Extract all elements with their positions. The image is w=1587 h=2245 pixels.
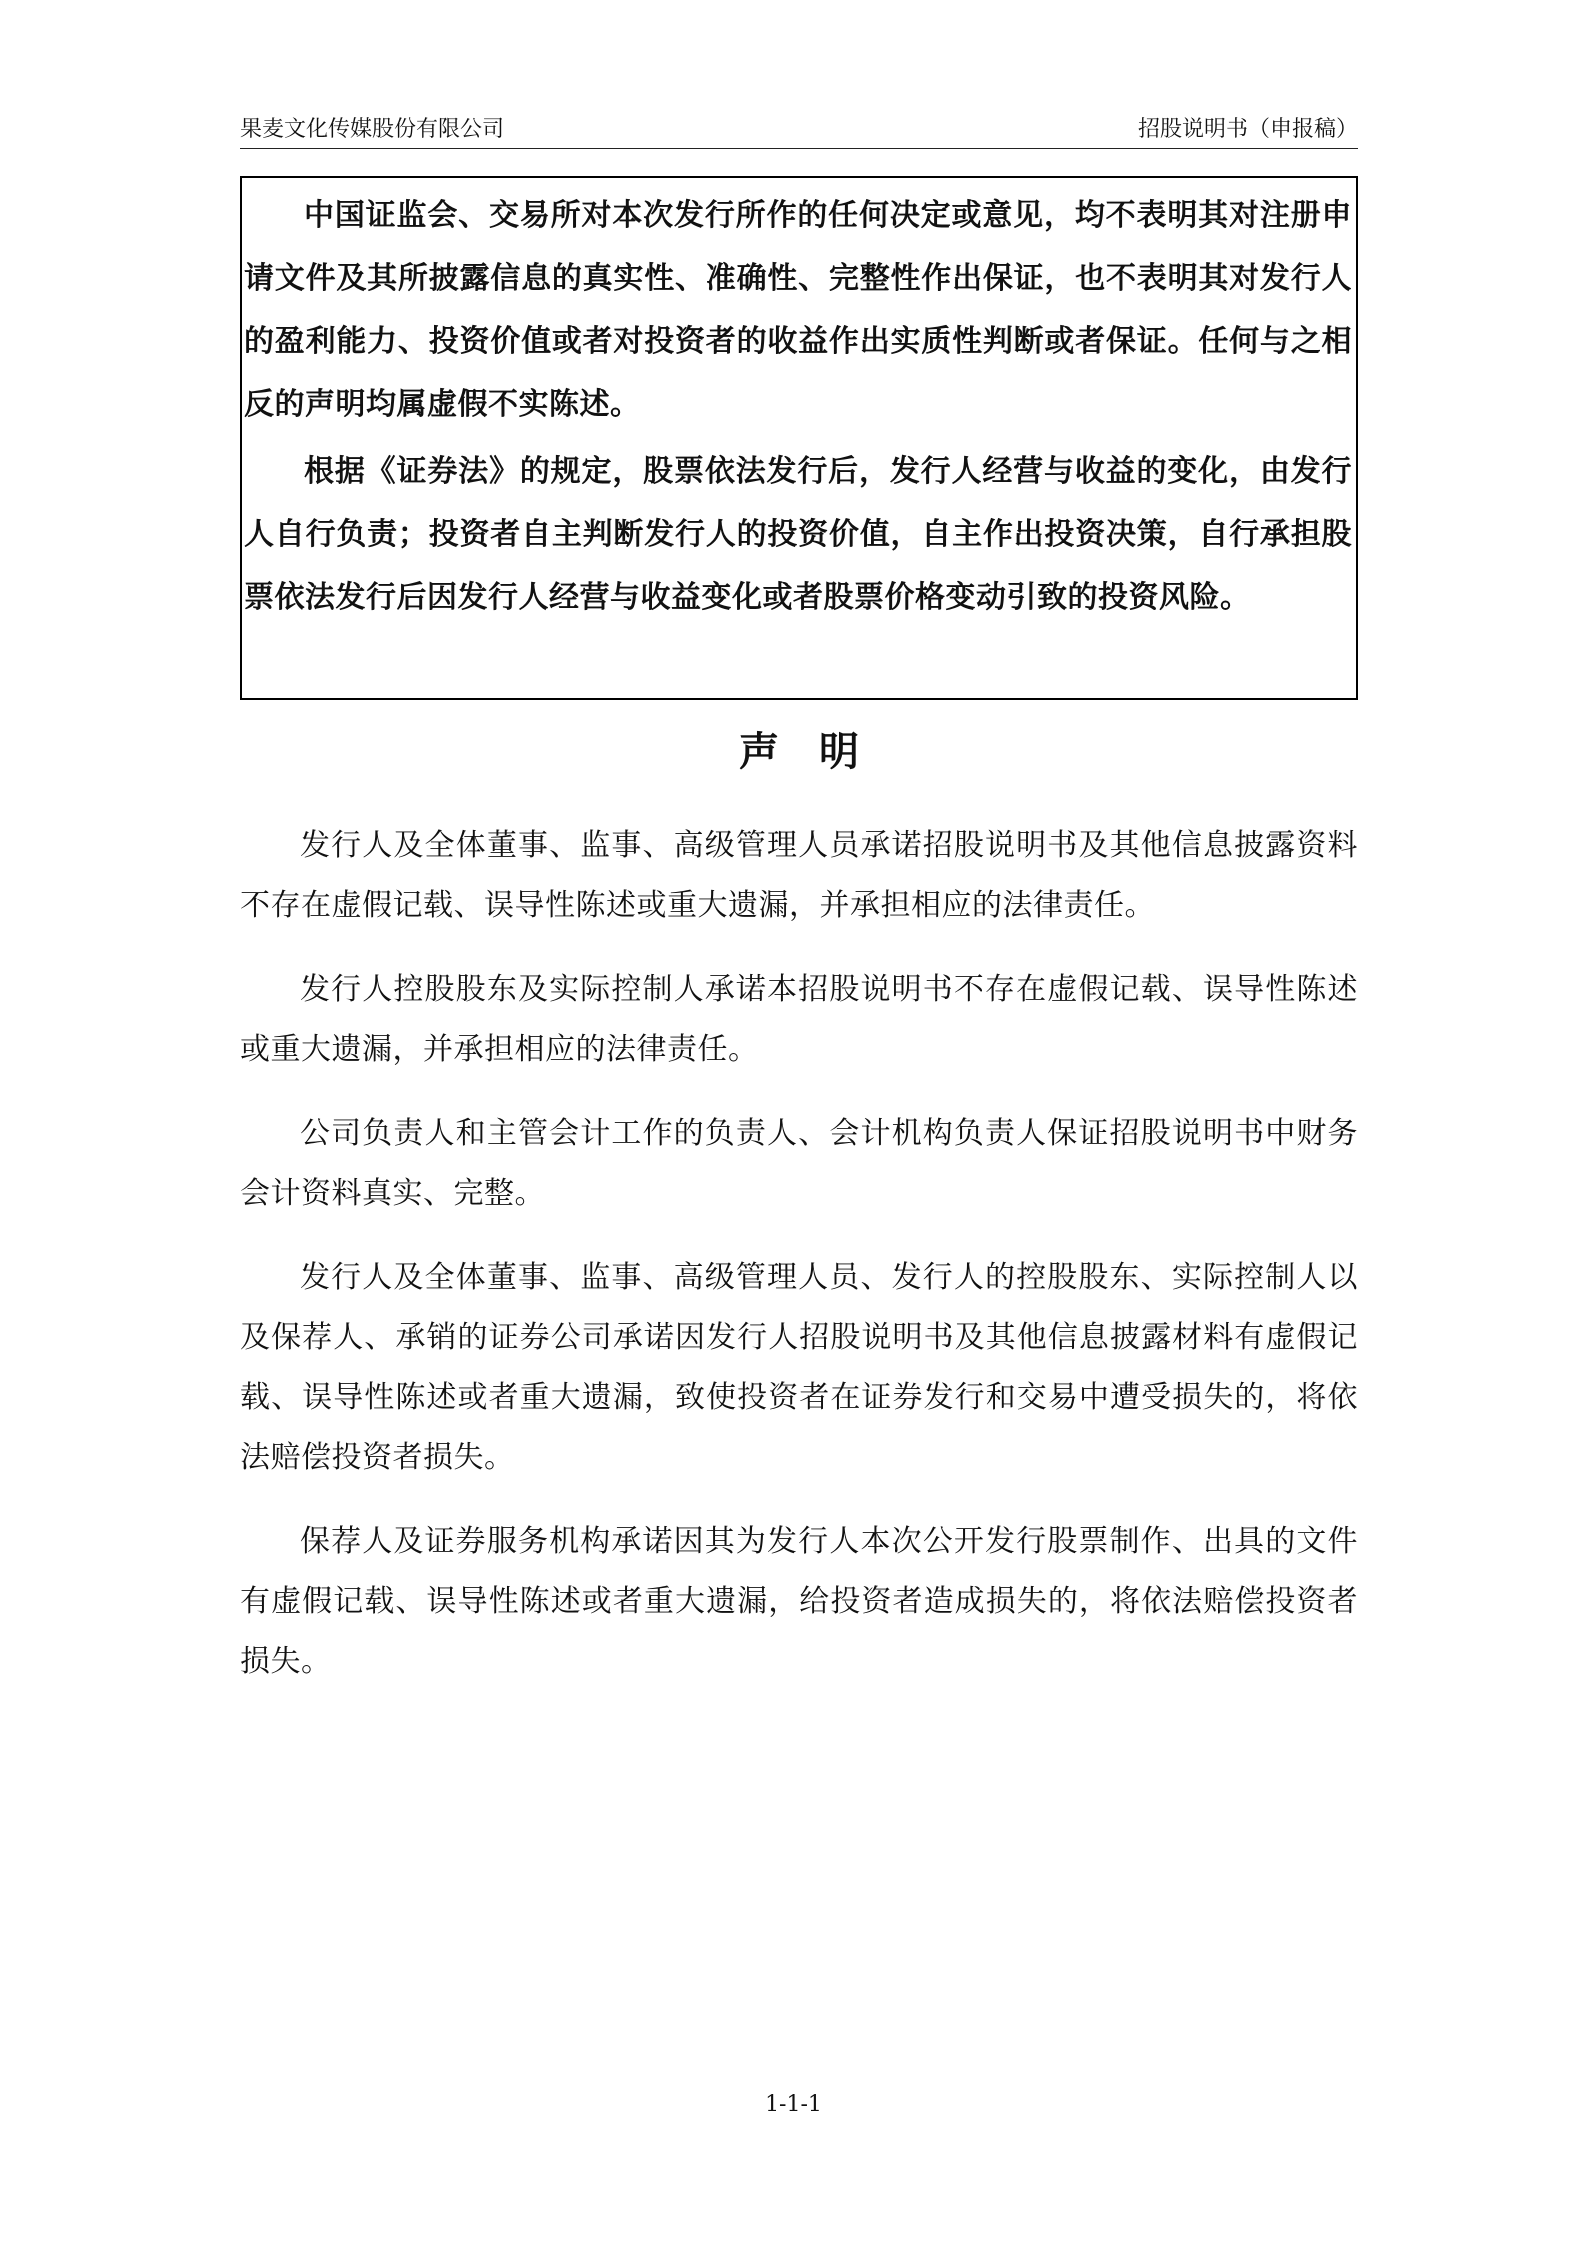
- statement-paragraph: 保荐人及证券服务机构承诺因其为发行人本次公开发行股票制作、出具的文件有虚假记载、误导性陈述或者重大遗漏，给投资者造成损失的，将依法赔偿投资者损失。: [240, 1524, 1358, 1679]
- statement-paragraph: 发行人及全体董事、监事、高级管理人员承诺招股说明书及其他信息披露资料不存在虚假记载、误导性陈述或重大遗漏，并承担相应的法律责任。: [240, 828, 1358, 923]
- page-header: [240, 112, 1358, 149]
- notice-paragraph: 中国证监会、交易所对本次发行所作的任何决定或意见，均不表明其对注册申请文件及其所披露信息的真实性、准确性、完整性作出保证，也不表明其对发行人的盈利能力、投资价值或者对投资者的收益作出实质性判断或者保证。任何与之相反的声明均属虚假不实陈述。: [244, 198, 1352, 422]
- statements-body: [240, 816, 1358, 1716]
- section-title: 声明: [739, 729, 899, 775]
- statement-paragraph: 发行人及全体董事、监事、高级管理人员、发行人的控股股东、实际控制人以及保荐人、承销的证券公司承诺因发行人招股说明书及其他信息披露材料有虚假记载、误导性陈述或者重大遗漏，致使投资者在证券发行和交易中遭受损失的，将依法赔偿投资者损失。: [240, 1260, 1358, 1475]
- notice-paragraph: 根据《证券法》的规定，股票依法发行后，发行人经营与收益的变化，由发行人自行负责；投资者自主判断发行人的投资价值，自主作出投资决策，自行承担股票依法发行后因发行人经营与收益变化或者股票价格变动引致的投资风险。: [244, 454, 1352, 615]
- header-document-type: 招股说明书（申报稿）: [1137, 117, 1358, 142]
- statement-paragraph: 发行人控股股东及实际控制人承诺本招股说明书不存在虚假记载、误导性陈述或重大遗漏，并承担相应的法律责任。: [240, 972, 1358, 1067]
- header-company-name: 果麦文化传媒股份有限公司: [240, 117, 505, 142]
- statement-paragraph: 公司负责人和主管会计工作的负责人、会计机构负责人保证招股说明书中财务会计资料真实、完整。: [240, 1116, 1358, 1211]
- regulatory-notice-box: [240, 176, 1358, 700]
- page-number: 1-1-1: [765, 2092, 822, 2117]
